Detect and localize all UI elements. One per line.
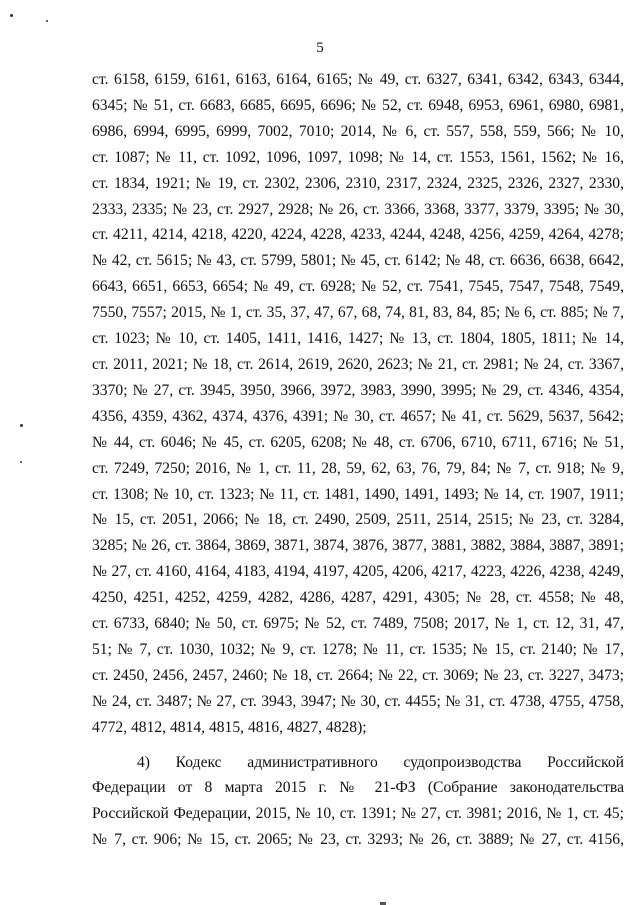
text-line: № 42, ст. 5615; № 43, ст. 5799, 5801; № 45, ст. 6142; № 48, ст. 6636, 6638, 6642, bbox=[92, 252, 624, 270]
text-line: ст. 6733, 6840; № 50, ст. 6975; № 52, ст. 7489, 7508; 2017, № 1, ст. 12, 31, 47, bbox=[92, 615, 624, 633]
text-line: № 27, ст. 4160, 4164, 4183, 4194, 4197, 4205, 4206, 4217, 4223, 4226, 4238, 4249, bbox=[92, 563, 624, 581]
text-line: ст. 7249, 7250; 2016, № 1, ст. 11, 28, 59, 62, 63, 76, 79, 84; № 7, ст. 918; № 9, bbox=[92, 459, 624, 477]
paragraph-citations bbox=[92, 67, 624, 741]
document-body bbox=[92, 67, 624, 853]
scan-speck bbox=[20, 461, 22, 463]
text-line: ст. 1023; № 10, ст. 1405, 1411, 1416, 1427; № 13, ст. 1804, 1805, 1811; № 14, bbox=[92, 330, 624, 348]
text-line: 3370; № 27, ст. 3945, 3950, 3966, 3972, 3983, 3990, 3995; № 29, ст. 4346, 4354, bbox=[92, 381, 624, 399]
text-line: ст. 1834, 1921; № 19, ст. 2302, 2306, 2310, 2317, 2324, 2325, 2326, 2327, 2330, bbox=[92, 174, 624, 192]
text-line: ст. 2450, 2456, 2457, 2460; № 18, ст. 2664; № 22, ст. 3069; № 23, ст. 3227, 3473; bbox=[92, 666, 624, 684]
paragraph-gap bbox=[92, 741, 624, 750]
text-line: 51; № 7, ст. 1030, 1032; № 9, ст. 1278; № 11, ст. 1535; № 15, ст. 2140; № 17, bbox=[92, 640, 624, 658]
text-line: 2333, 2335; № 23, ст. 2927, 2928; № 26, ст. 3366, 3368, 3377, 3379, 3395; № 30, bbox=[92, 200, 624, 218]
text-line: № 44, ст. 6046; № 45, ст. 6205, 6208; № 48, ст. 6706, 6710, 6711, 6716; № 51, bbox=[92, 433, 624, 451]
text-line: ст. 1308; № 10, ст. 1323; № 11, ст. 1481, 1490, 1491, 1493; № 14, ст. 1907, 1911; bbox=[92, 485, 624, 503]
text-line: 6643, 6651, 6653, 6654; № 49, ст. 6928; № 52, ст. 7541, 7545, 7547, 7548, 7549, bbox=[92, 278, 624, 296]
text-line: ст. 6158, 6159, 6161, 6163, 6164, 6165; № 49, ст. 6327, 6341, 6342, 6343, 6344, bbox=[92, 71, 624, 88]
text-line: 4) Кодекс административного судопроизводства Российской bbox=[137, 753, 624, 771]
text-line: Российской Федерации, 2015, № 10, ст. 1391; № 27, ст. 3981; 2016, № 1, ст. 45; bbox=[92, 805, 624, 823]
text-line: 3285; № 26, ст. 3864, 3869, 3871, 3874, 3876, 3877, 3881, 3882, 3884, 3887, 3891; bbox=[92, 537, 624, 555]
text-line: ст. 4211, 4214, 4218, 4220, 4224, 4228, 4233, 4244, 4248, 4256, 4259, 4264, 4278; bbox=[92, 226, 624, 244]
text-line: 4772, 4812, 4814, 4815, 4816, 4827, 4828); bbox=[92, 718, 367, 736]
text-line: ст. 1087; № 11, ст. 1092, 1096, 1097, 1098; № 14, ст. 1553, 1561, 1562; № 16, bbox=[92, 148, 624, 166]
text-line: № 15, ст. 2051, 2066; № 18, ст. 2490, 2509, 2511, 2514, 2515; № 23, ст. 3284, bbox=[92, 511, 624, 529]
text-line: 6986, 6994, 6995, 6999, 7002, 7010; 2014, № 6, ст. 557, 558, 559, 566; № 10, bbox=[92, 122, 624, 140]
text-line: Федерации от 8 марта 2015 г. № 21-ФЗ (Собрание законодательства bbox=[92, 779, 624, 797]
text-line: № 24, ст. 3487; № 27, ст. 3943, 3947; № 30, ст. 4455; № 31, ст. 4738, 4755, 4758, bbox=[92, 692, 624, 710]
text-line: № 7, ст. 906; № 15, ст. 2065; № 23, ст. 3293; № 26, ст. 3889; № 27, ст. 4156, bbox=[92, 831, 624, 849]
scan-speck bbox=[46, 20, 48, 22]
scan-speck bbox=[20, 424, 23, 427]
text-line: 6345; № 51, ст. 6683, 6685, 6695, 6696; № 52, ст. 6948, 6953, 6961, 6980, 6981, bbox=[92, 96, 624, 114]
page-number: 5 bbox=[316, 40, 324, 56]
text-line: 4250, 4251, 4252, 4259, 4282, 4286, 4287, 4291, 4305; № 28, ст. 4558; № 48, bbox=[92, 589, 624, 607]
text-line: 4356, 4359, 4362, 4374, 4376, 4391; № 30, ст. 4657; № 41, ст. 5629, 5637, 5642; bbox=[92, 407, 624, 425]
text-line: ст. 2011, 2021; № 18, ст. 2614, 2619, 2620, 2623; № 21, ст. 2981; № 24, ст. 3367, bbox=[92, 355, 624, 373]
paragraph-item-4 bbox=[92, 750, 624, 854]
scan-speck bbox=[10, 14, 13, 17]
text-line: 7550, 7557; 2015, № 1, ст. 35, 37, 47, 67, 68, 74, 81, 83, 84, 85; № 6, ст. 885; № 7, bbox=[92, 304, 624, 322]
